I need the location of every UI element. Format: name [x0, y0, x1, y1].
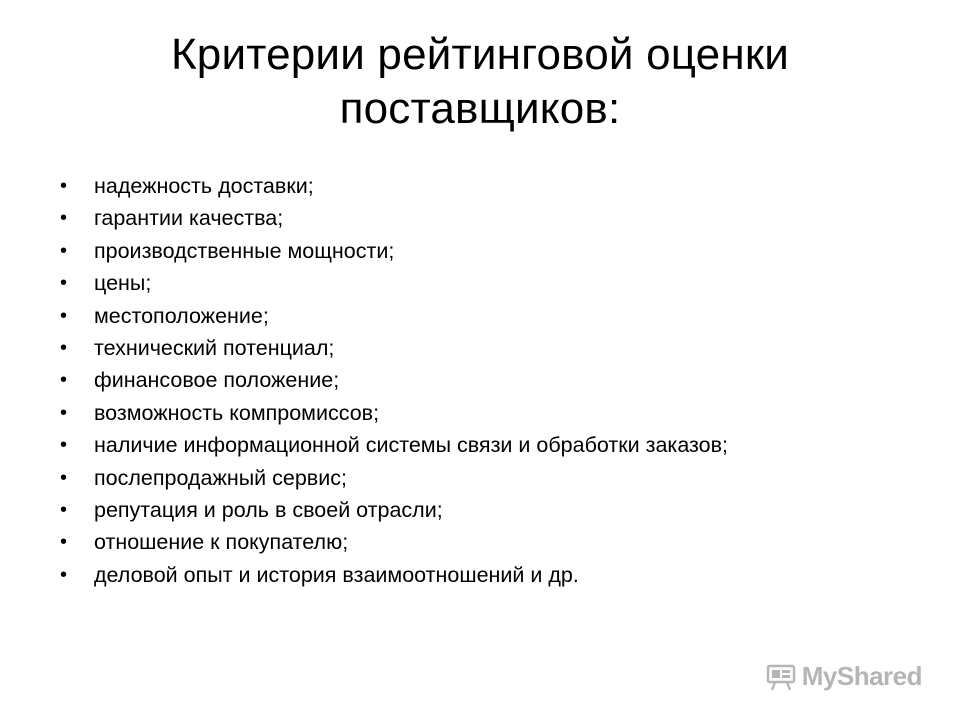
list-item-text: технический потенциал; [94, 336, 335, 361]
bullet-icon: • [60, 337, 68, 360]
bullet-icon: • [60, 499, 68, 522]
list-item-text: отношение к покупателю; [94, 530, 349, 555]
list-item [58, 429, 938, 461]
list-item [58, 332, 938, 364]
watermark-logo [766, 661, 922, 692]
bullet-icon: • [60, 207, 68, 230]
bullet-icon: • [60, 272, 68, 295]
list-item-text: надежность доставки; [94, 174, 314, 198]
bullet-icon: • [60, 563, 68, 586]
list-item [58, 235, 938, 267]
list-item [58, 267, 938, 299]
list-item [58, 300, 938, 332]
slide-title [60, 28, 900, 136]
bullet-icon: • [60, 304, 68, 327]
criteria-list [58, 170, 938, 591]
list-item [58, 397, 938, 429]
bullet-icon: • [60, 175, 68, 197]
list-item-text: производственные мощности; [94, 238, 395, 263]
slide-title-line-2: поставщиков: [339, 84, 621, 133]
list-item-text: возможность компромиссов; [94, 400, 380, 425]
bullet-icon: • [60, 466, 68, 489]
presentation-board-icon [766, 663, 796, 691]
list-item [58, 170, 938, 202]
list-item-text: деловой опыт и история взаимоотношений и др. [94, 562, 579, 587]
bullet-icon: • [60, 369, 68, 392]
list-item-text: цены; [94, 271, 152, 296]
list-item-text: послепродажный сервис; [94, 465, 347, 490]
list-item [58, 559, 938, 591]
list-item [58, 494, 938, 526]
bullet-icon: • [60, 401, 68, 424]
list-item-text: финансовое положение; [94, 368, 340, 393]
list-item-text: местоположение; [94, 303, 269, 328]
list-item-text: репутация и роль в своей отрасли; [94, 498, 443, 523]
bullet-icon: • [60, 434, 68, 457]
bullet-icon: • [60, 531, 68, 554]
list-item [58, 364, 938, 396]
list-item-text: наличие информационной системы связи и обработки заказов; [94, 433, 728, 458]
slide-title-line-1: Критерии рейтинговой оценки [170, 30, 790, 79]
list-item [58, 462, 938, 494]
bullet-icon: • [60, 239, 68, 262]
list-item [58, 202, 938, 234]
watermark-text: MyShared [801, 661, 922, 691]
list-item-text: гарантии качества; [94, 206, 284, 231]
list-item [58, 526, 938, 558]
